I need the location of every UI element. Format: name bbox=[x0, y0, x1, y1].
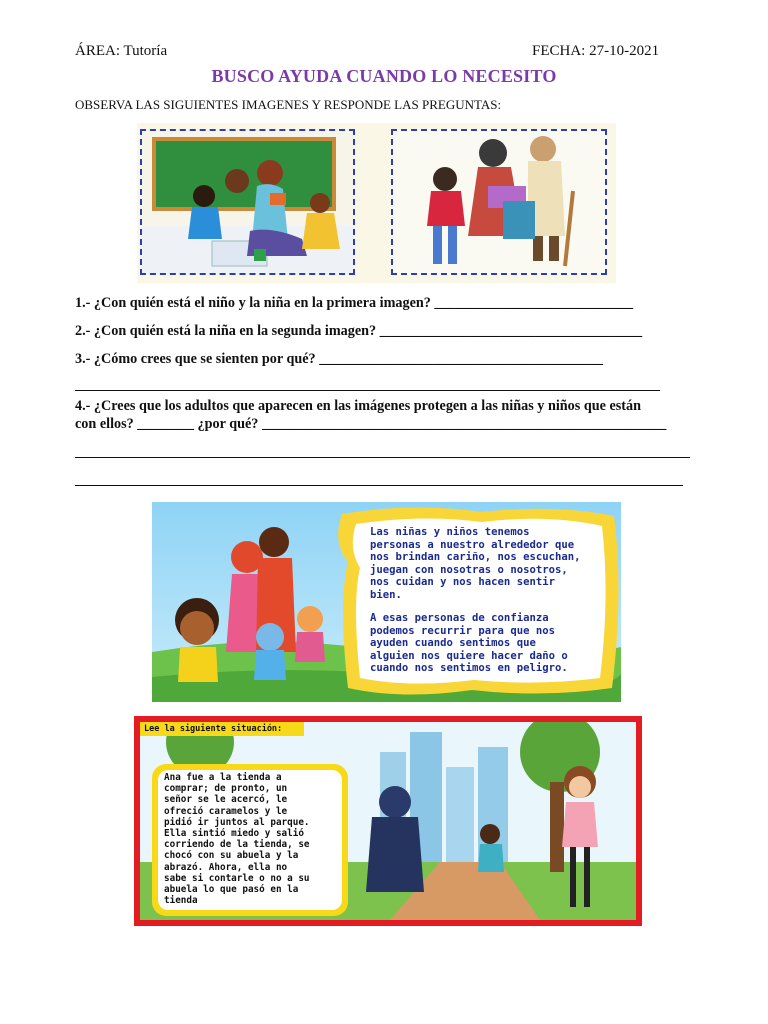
page-title: BUSCO AYUDA CUANDO LO NECESITO bbox=[211, 66, 557, 86]
grandparents-illustration bbox=[391, 129, 607, 275]
classroom-illustration bbox=[140, 129, 355, 275]
situation-label-bar bbox=[140, 722, 304, 736]
illustrations-strip bbox=[137, 123, 616, 283]
situation-card bbox=[134, 716, 642, 926]
trusted-people-text-2: A esas personas de confianza podemos recurrir para que nos ayuden cuando sentimos que alguien nos quiere hacer daño o cuando nos sentimos en peligro. bbox=[370, 612, 568, 675]
question-2: 2.- ¿Con quién está la niña en la segunda imagen? _____________________________________ bbox=[75, 323, 643, 339]
question-4-line-2: con ellos? ________ ¿por qué? _________________________________________________________ bbox=[75, 416, 667, 432]
answer-line-3 bbox=[75, 390, 660, 391]
instruction-text: OBSERVA LAS SIGUIENTES IMAGENES Y RESPONDE LAS PREGUNTAS: bbox=[75, 97, 502, 112]
situation-text: Ana fue a la tienda a comprar; de pronto, un señor se le acercó, le ofreció caramelos y le pidió ir juntos al parque. Ella sintió miedo y salió corriendo de la tienda, se chocó con su abuela y la abrazó. Ahora, ella no sabe si contarle o no a su abuela lo que pasó en la tienda bbox=[164, 772, 310, 907]
trusted-people-text-1: Las niñas y niños tenemos personas a nuestro alrededor que nos brindan cariño, nos escuchan, juegan con nosotras o nosotros, nos cuidan y nos hacen sentir bien. bbox=[370, 526, 581, 601]
situation-label: Lee la siguiente situación: bbox=[144, 724, 283, 734]
question-1: 1.- ¿Con quién está el niño y la niña en la primera imagen? ____________________________ bbox=[75, 295, 634, 311]
area-label: ÁREA: Tutoría bbox=[75, 43, 168, 59]
question-3: 3.- ¿Cómo crees que se sienten por qué? ________________________________________ bbox=[75, 351, 603, 367]
answer-line-4a bbox=[75, 457, 690, 458]
question-4-line-1: 4.- ¿Crees que los adultos que aparecen en las imágenes protegen a las niñas y niños que están bbox=[75, 398, 641, 414]
answer-line-4b bbox=[75, 485, 683, 486]
date-label: FECHA: 27-10-2021 bbox=[532, 43, 660, 59]
trusted-people-card bbox=[152, 502, 621, 702]
